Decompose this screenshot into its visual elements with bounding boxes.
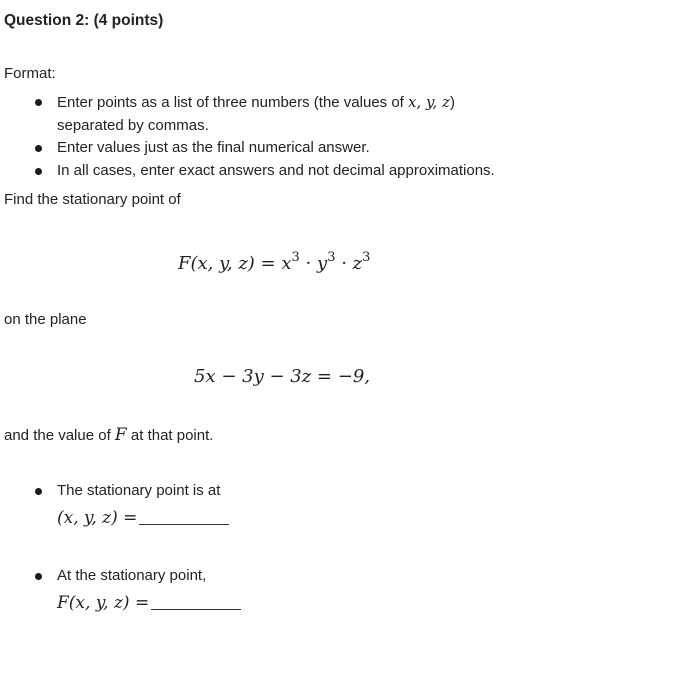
- format-bullet-1-line-1: [57, 93, 455, 111]
- plane-equation: [194, 366, 370, 387]
- format-label: Format:: [4, 65, 56, 82]
- value-prompt-before: and the value of: [4, 427, 115, 444]
- dot-operator: ·: [305, 253, 312, 274]
- answer-1-input[interactable]: [139, 510, 229, 525]
- answer-1-math: (x, y, z) =: [57, 508, 138, 528]
- exponent-x: 3: [291, 250, 300, 265]
- value-prompt-after: at that point.: [126, 427, 214, 444]
- bullet-icon: [35, 573, 42, 580]
- plane-intro: on the plane: [4, 311, 87, 328]
- bullet-icon: [35, 99, 42, 106]
- format-bullet-1-close: ): [449, 94, 455, 111]
- answer-1-label: The stationary point is at: [57, 482, 221, 499]
- bullet-icon: [35, 145, 42, 152]
- format-bullet-1-vars: x, y, z: [408, 93, 450, 111]
- function-equation: [178, 250, 370, 274]
- bullet-icon: [35, 488, 42, 495]
- answer-2-math: F(x, y, z) =: [57, 593, 150, 613]
- answer-1-row: [57, 508, 229, 528]
- bullet-icon: [35, 168, 42, 175]
- function-lhs: F(x, y, z) =: [178, 253, 276, 274]
- dot-operator: ·: [341, 253, 347, 274]
- format-bullet-1-text: Enter points as a list of three numbers (the values of: [57, 94, 409, 111]
- function-var-x: x: [281, 253, 292, 274]
- function-var-y: y: [317, 253, 328, 274]
- format-bullet-2: Enter values just as the final numerical answer.: [57, 139, 370, 156]
- format-bullet-3: In all cases, enter exact answers and not decimal approximations.: [57, 162, 495, 179]
- value-prompt-var: F: [114, 425, 127, 445]
- format-bullet-1-line-2: separated by commas.: [57, 117, 209, 134]
- answer-2-row: [57, 593, 241, 613]
- value-prompt: [4, 425, 213, 445]
- exponent-y: 3: [327, 250, 336, 265]
- plane-equation-text: 5x − 3y − 3z = −9,: [194, 366, 370, 387]
- question-title: Question 2: (4 points): [4, 12, 164, 29]
- answer-2-input[interactable]: [151, 595, 241, 610]
- function-var-z: z: [352, 253, 363, 274]
- answer-2-label: At the stationary point,: [57, 567, 207, 584]
- problem-intro: Find the stationary point of: [4, 191, 181, 208]
- exponent-z: 3: [362, 250, 371, 265]
